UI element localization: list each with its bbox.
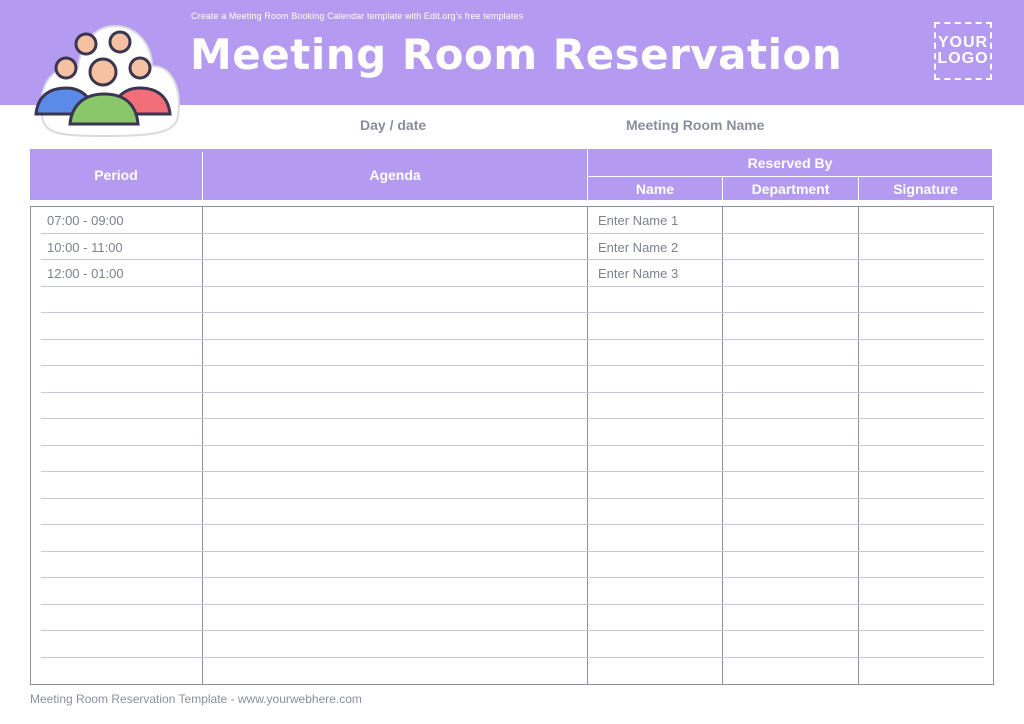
page-title: Meeting Room Reservation: [190, 30, 843, 79]
name-cell[interactable]: Enter Name 2: [598, 239, 679, 255]
header-department: Department: [751, 180, 830, 197]
table-row: [41, 499, 984, 526]
logo-placeholder: [934, 22, 992, 80]
table-row: [41, 234, 984, 261]
table-row: [41, 631, 984, 658]
period-cell[interactable]: 07:00 - 09:00: [47, 213, 124, 228]
table-row: [41, 393, 984, 420]
table-row: [41, 260, 984, 287]
table-row: [41, 472, 984, 499]
table-row: [41, 419, 984, 446]
table-header: [30, 149, 992, 200]
table-row: [41, 605, 984, 632]
tagline: Create a Meeting Room Booking Calendar template with Edit.org's free templates: [191, 11, 524, 21]
table-row: [41, 313, 984, 340]
day-date-label: Day / date: [360, 117, 427, 133]
header-agenda: Agenda: [369, 166, 421, 183]
meeting-room-name-label: Meeting Room Name: [626, 117, 765, 133]
table-row: [41, 552, 984, 579]
logo-text-line1: YOUR: [937, 34, 989, 51]
group-people-icon: [30, 18, 180, 140]
table-row: [41, 578, 984, 605]
name-cell[interactable]: Enter Name 1: [598, 213, 679, 228]
header-reserved-by: Reserved By: [747, 154, 833, 171]
table-row: [41, 207, 984, 234]
name-cell[interactable]: Enter Name 3: [598, 266, 679, 281]
logo-text-line2: LOGO: [937, 50, 989, 67]
header-period: Period: [94, 166, 138, 183]
table-row: [41, 287, 984, 314]
table-row: [41, 366, 984, 393]
period-cell[interactable]: 10:00 - 11:00: [47, 239, 123, 255]
table-row: [41, 446, 984, 473]
header-signature: Signature: [893, 180, 958, 197]
table-row: [41, 340, 984, 367]
table-row: [41, 525, 984, 552]
period-cell[interactable]: 12:00 - 01:00: [47, 266, 124, 281]
header-name: Name: [635, 180, 675, 197]
reservation-table: [30, 206, 994, 685]
footer-text: Meeting Room Reservation Template - www.yourwebhere.com: [30, 692, 362, 706]
